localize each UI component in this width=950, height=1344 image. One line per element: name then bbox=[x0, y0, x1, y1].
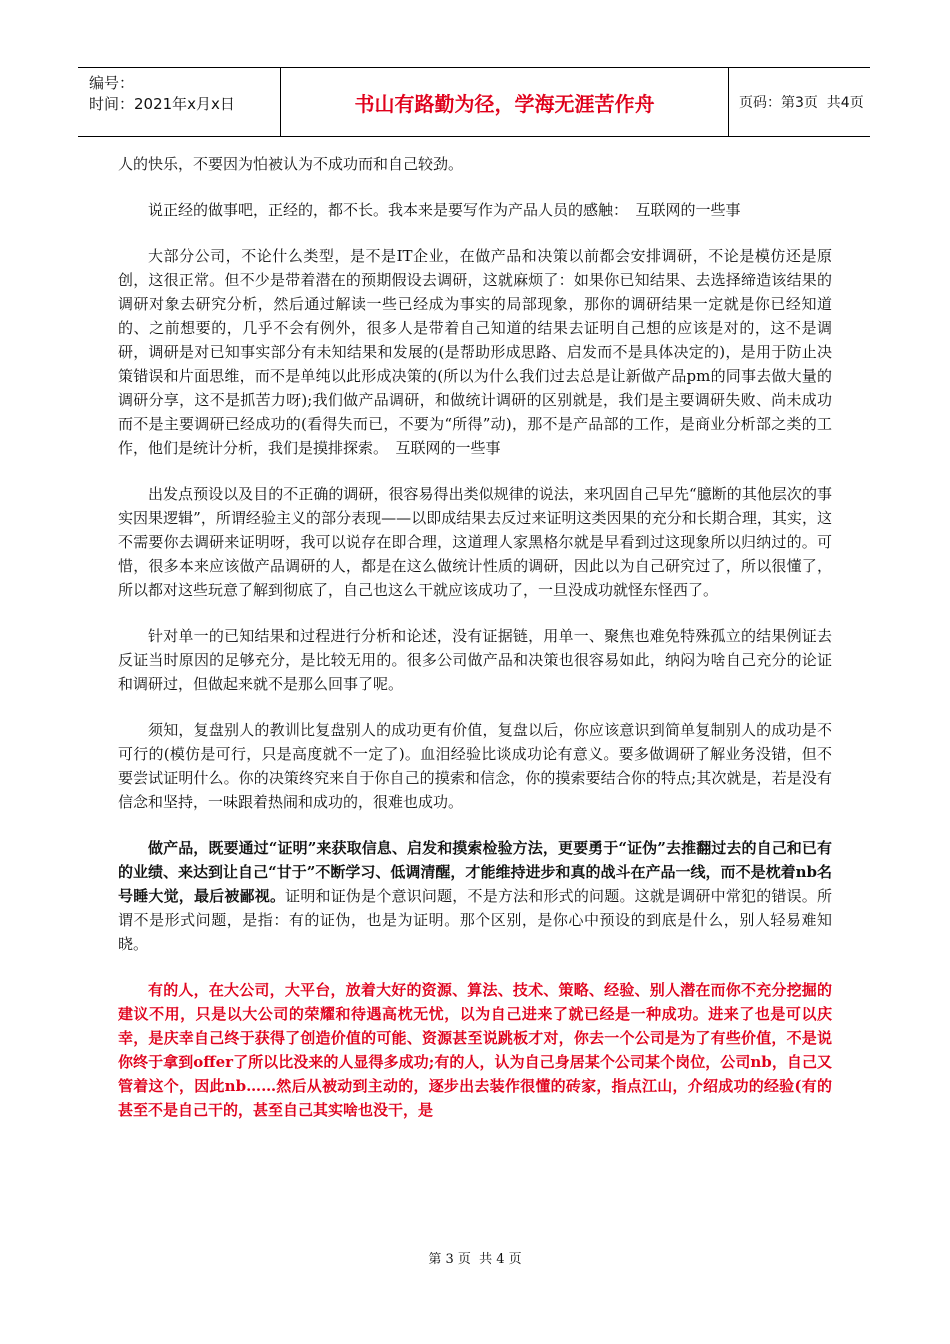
paragraph bbox=[118, 836, 832, 956]
document-number-label: 编号： bbox=[89, 74, 135, 92]
page-header bbox=[78, 67, 870, 137]
document-body bbox=[118, 152, 832, 1144]
paragraph: 人的快乐，不要因为怕被认为不成功而和自己较劲。 bbox=[118, 155, 464, 173]
footer-page-number: 第 3 页 共 4 页 bbox=[428, 1252, 522, 1267]
paragraph: 针对单一的已知结果和过程进行分析和论述，没有证据链，用单一、聚焦也难免特殊孤立的结果例证去反证当时原因的足够充分，是比较无用的。很多公司做产品和决策也很容易如此，纳闷为啥自己充分的论证和调研过，但做起来就不是那么回事了呢。 bbox=[118, 627, 832, 693]
header-motto bbox=[281, 68, 729, 136]
bold-emphasis-text: 做产品，既要通过“证明”来获取信息、启发和摸索检验方法，更要勇于“证伪”去推翻过去的自己和已有的业绩、来达到让自己“甘于”不断学习、低调清醒，才能维持进步和真的战斗在产品一线，而不是枕着nb名号睡大觉，最后被鄙视。 bbox=[118, 839, 832, 905]
motto-text: 书山有路勤为径，学海无涯苦作舟 bbox=[354, 91, 655, 116]
header-meta bbox=[78, 68, 281, 136]
header-page-info bbox=[729, 68, 870, 136]
paragraph: 须知，复盘别人的教训比复盘别人的成功更有价值，复盘以后，你应该意识到简单复制别人的成功是不可行的(模仿是可行，只是高度就不一定了)。血泪经验比谈成功论有意义。要多做调研了解业务没错，但不要尝试证明什么。你的决策终究来自于你自己的摸索和信念，你的摸索要结合你的特点;其次就是，若是没有信念和坚持，一味跟着热闹和成功的，很难也成功。 bbox=[118, 721, 832, 811]
paragraph: 出发点预设以及目的不正确的调研，很容易得出类似规律的说法，来巩固自己早先“臆断的其他层次的事实因果逻辑”，所谓经验主义的部分表现——以即成结果去反过来证明这类因果的充分和长期合理，其实，这不需要你去调研来证明呀，我可以说存在即合理，这道理人家黑格尔就是早看到过这现象所以归纳过的。可惜，很多本来应该做产品调研的人，都是在这么做统计性质的调研，因此以为自己研究过了，所以很懂了，所以都对这些玩意了解到彻底了，自己也这么干就应该成功了，一旦没成功就怪东怪西了。 bbox=[118, 485, 832, 599]
red-emphasis-paragraph: 有的人，在大公司，大平台，放着大好的资源、算法、技术、策略、经验、别人潜在而你不充分挖掘的建议不用，只是以大公司的荣耀和待遇高枕无忧，以为自己进来了就已经是一种成功。进来了也是可以庆幸，是庆幸自己终于获得了创造价值的可能、资源甚至说跳板才对，你去一个公司是为了有些价值，不是说你终于拿到offer了所以比没来的人显得多成功;有的人，认为自己身居某个公司某个岗位，公司nb，自己又管着这个，因此nb……然后从被动到主动的，逐步出去装作很懂的砖家，指点江山，介绍成功的经验(有的甚至不是自己干的，甚至自己其实啥也没干，是 bbox=[118, 981, 832, 1119]
paragraph: 说正经的做事吧，正经的，都不长。我本来是要写作为产品人员的感触： 互联网的一些事 bbox=[148, 201, 741, 219]
paragraph: 大部分公司，不论什么类型，是不是IT企业，在做产品和决策以前都会安排调研，不论是模仿还是原创，这很正常。但不少是带着潜在的预期假设去调研，这就麻烦了：如果你已知结果、去选择缔造该结果的调研对象去研究分析，然后通过解读一些已经成为事实的局部现象，那你的调研结果一定就是你已经知道的、之前想要的，几乎不会有例外，很多人是带着自己知道的结果去证明自己想的应该是对的，这不是调研，调研是对已知事实部分有未知结果和发展的(是帮助形成思路、启发而不是具体决定的)，是用于防止决策错误和片面思维，而不是单纯以此形成决策的(所以为什么我们过去总是让新做产品pm的同事去做大量的调研分享，这不是抓苦力呀);我们做产品调研，和做统计调研的区别就是，我们是主要调研失败、尚未成功而不是主要调研已经成功的(看得失而已，不要为“所得”动)，那不是产品部的工作，是商业分析部之类的工作，他们是统计分析，我们是摸排探索。 互联网的一些事 bbox=[118, 247, 832, 457]
paragraph-text: 证明和证伪是个意识问题，不是方法和形式的问题。这就是调研中常犯的错误。所谓不是形式问题，是指：有的证伪，也是为证明。那个区别，是你心中预设的到底是什么，别人轻易难知晓。 bbox=[118, 887, 832, 953]
page-info-text: 页码：第3页 共4页 bbox=[739, 95, 864, 111]
document-date-label: 时间：2021年x月x日 bbox=[89, 95, 235, 113]
page-footer bbox=[0, 1248, 950, 1267]
